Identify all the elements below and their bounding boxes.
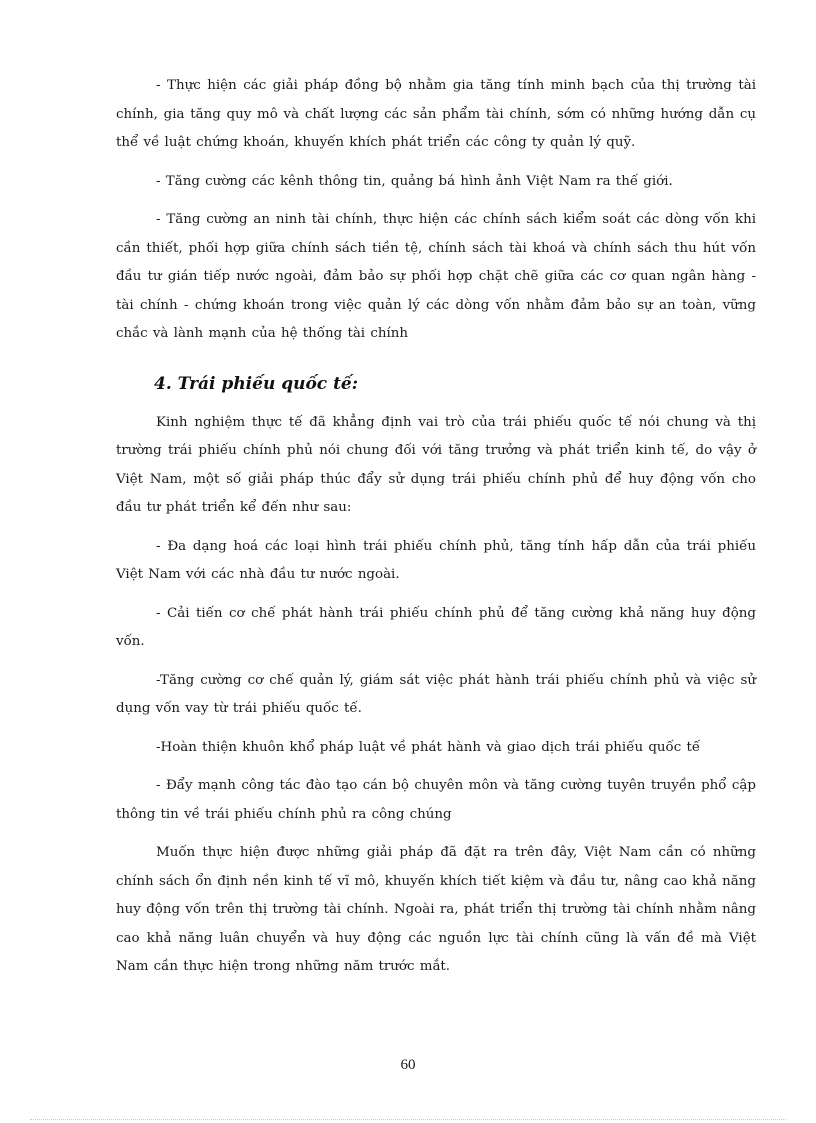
solution-information-channels-paragraph: - Tăng cường các kênh thông tin, quảng bá hình ảnh Việt Nam ra thế giới. — [156, 173, 673, 189]
conclusion-paragraph: Muốn thực hiện được những giải pháp đã đặt ra trên đây, Việt Nam cần có những chính sách ổn định nền kinh tế vĩ mô, khuyến khích tiết kiệm và đầu tư, nâng cao khả năng huy động vốn trên thị trường tài chính. Ngoài ra, phát triển thị trường tài chính nhằm nâng cao khả năng luân chuyển và huy động các nguồn lực tài chính cũng là vấn đề mà Việt Nam cần thực hiện trong những năm trước mắt. — [116, 845, 756, 974]
solution-financial-security-paragraph: - Tăng cường an ninh tài chính, thực hiện các chính sách kiểm soát các dòng vốn khi cần thiết, phối hợp giữa chính sách tiền tệ, chính sách tài khoá và chính sách thu hút vốn đầu tư gián tiếp nước ngoài, đảm bảo sự phối hợp chặt chẽ giữa các cơ quan ngân hàng - tài chính - chứng khoán trong việc quản lý các dòng vốn nhằm đảm bảo sự an toàn, vững chắc và lành mạnh của hệ thống tài chính — [116, 212, 756, 341]
bonds-intro-paragraph: Kinh nghiệm thực tế đã khẳng định vai trò của trái phiếu quốc tế nói chung và thị trường trái phiếu chính phủ nói chung đối với tăng trưởng và phát triển kinh tế, do vậy ở Việt Nam, một số giải pháp thúc đẩy sử dụng trái phiếu chính phủ để huy động vốn cho đầu tư phát triển kể đến như sau: — [116, 414, 756, 515]
page-number: 60 — [400, 1057, 416, 1073]
solution-transparency-paragraph: - Thực hiện các giải pháp đồng bộ nhằm gia tăng tính minh bạch của thị trường tài chính, gia tăng quy mô và chất lượng các sản phẩm tài chính, sớm có những hướng dẫn cụ thể về luật chứng khoán, khuyến khích phát triển các công ty quản lý quỹ. — [116, 78, 756, 150]
bonds-training-paragraph: - Đẩy mạnh công tác đào tạo cán bộ chuyên môn và tăng cường tuyên truyền phổ cập thông tin về trái phiếu chính phủ ra công chúng — [116, 778, 756, 822]
bonds-diversify-paragraph: - Đa dạng hoá các loại hình trái phiếu chính phủ, tăng tính hấp dẫn của trái phiếu Việt Nam với các nhà đầu tư nước ngoài. — [116, 538, 756, 582]
section-heading-international-bonds: 4. Trái phiếu quốc tế: — [154, 373, 359, 394]
page-body — [116, 72, 756, 992]
footer-divider — [30, 1119, 786, 1120]
bonds-supervision-paragraph: -Tăng cường cơ chế quản lý, giám sát việc phát hành trái phiếu chính phủ và việc sử dụng vốn vay từ trái phiếu quốc tế. — [116, 672, 756, 716]
bonds-legal-framework-paragraph: -Hoàn thiện khuôn khổ pháp luật về phát hành và giao dịch trái phiếu quốc tế — [156, 739, 701, 755]
bonds-issuance-mechanism-paragraph: - Cải tiến cơ chế phát hành trái phiếu chính phủ để tăng cường khả năng huy động vốn. — [116, 605, 756, 649]
